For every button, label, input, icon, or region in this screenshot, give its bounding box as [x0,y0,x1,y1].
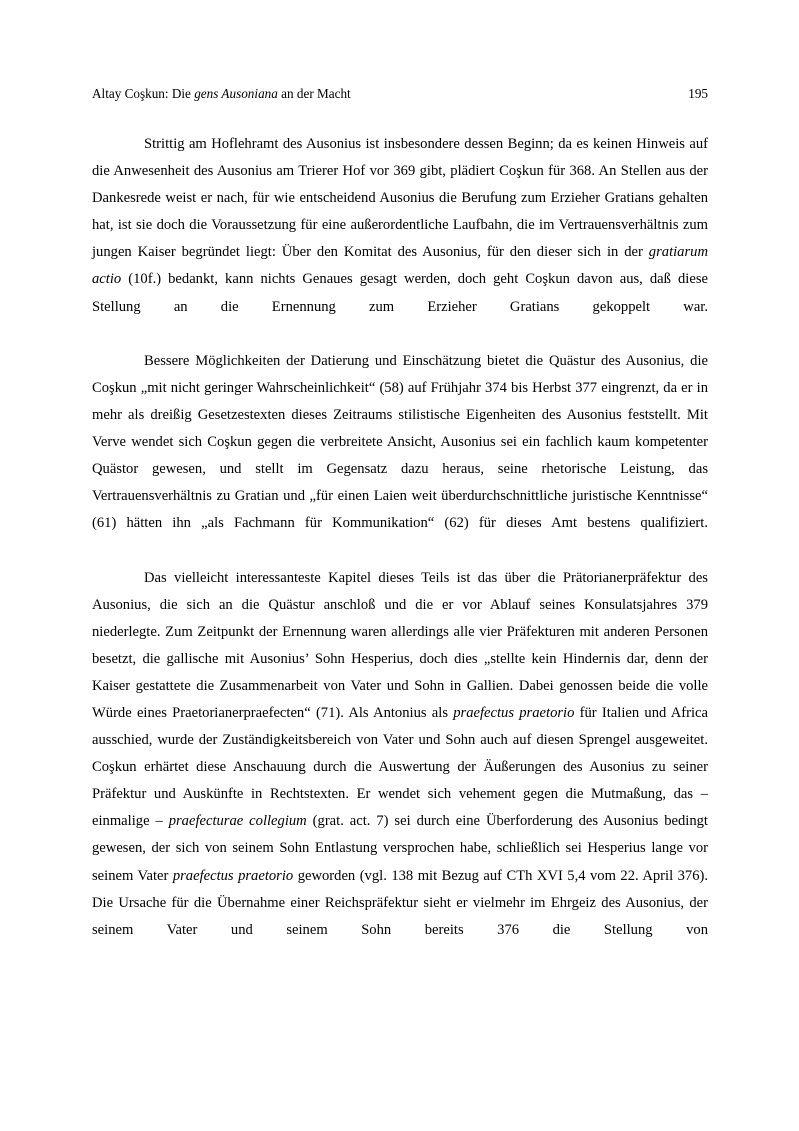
paragraph-hoflehramt [92,131,708,348]
text-run-italic: praefectus praetorio [172,867,294,884]
text-run-roman: (10f.) bedankt, kann nichts Genaues gesagt werden, doch geht Coşkun davon aus, daß diese Stellung an die Ernennung zum Erzieher Gratians gekoppelt war. [92,271,708,315]
running-head-title-suffix: an der Macht [277,86,351,101]
text-run-roman: (grat. act. 7) sei durch eine Überforderung des Ausonius bedingt gewesen, der sich von seinem Sohn Entlastung versprochen habe, schließlich sei Hesperius lange vor seinem Vater [92,813,708,884]
running-head-title-prefix: Altay Coşkun: Die [92,86,195,101]
body-text-column [92,131,708,971]
paragraph-praefektur [92,565,708,971]
page-number: 195 [688,86,708,101]
text-run-roman: Strittig am Hoflehramt des Ausonius ist insbesondere dessen Beginn; da es keinen Hinweis auf die Anwesenheit des Ausonius am Trierer Hof vor 369 gibt, plädiert Coşkun für 368. An Stellen aus der Dankesrede weist er nach, für wie entscheidend Ausonius die Berufung zum Erzieher Gratians gehalten hat, ist sie doch die Voraussetzung für eine außerordentliche Laufbahn, die im Vertrauensverhältnis zum jungen Kaiser begründet liegt: Über den Komitat des Ausonius, für den dieser sich in der [92,136,708,261]
running-head-title [92,84,351,104]
text-run-italic: praefecturae collegium [168,813,307,830]
running-head [92,84,708,104]
running-head-title-italic: gens Ausoniana [194,86,278,101]
text-run-italic: praefectus praetorio [453,704,575,721]
text-run-roman: für Italien und Africa ausschied, wurde der Zuständigkeitsbereich von Vater und Sohn auch auf diesen Sprengel ausgeweitet. Coşkun erhärtet diese Anschauung durch die Auswertung der Äußerungen des Ausonius zu seiner Präfektur und Auskünfte in Rechtstexten. Er wendet sich vehement gegen die Mutmaßung, das – einmalige – [92,704,708,830]
text-run-roman: Bessere Möglichkeiten der Datierung und Einschätzung bietet die Quästur des Ausonius, die Coşkun „mit nicht geringer Wahrscheinlichkeit“ (58) auf Frühjahr 374 bis Herbst 377 eingrenzt, da er in mehr als dreißig Gesetzestexten dieses Zeitraums stilistische Eigenheiten des Ausonius feststellt. Mit Verve wendet sich Coşkun gegen die verbreitete Ansicht, Ausonius sei ein fachlich kaum kompetenter Quästor gewesen, und stellt im Gegensatz dazu heraus, seine rhetorische Leistung, das Vertrauensverhältnis zu Gratian und „für einen Laien weit überdurchschnittliche juristische Kenntnisse“ (61) hätten ihn „als Fachmann für Kommunikation“ (62) für dieses Amt bestens qualifiziert. [92,352,708,532]
text-run-italic: gratiarum actio [92,244,708,288]
text-run-roman: geworden (vgl. 138 mit Bezug auf CTh XVI 5,4 vom 22. April 376). Die Ursache für die Übernahme einer Reichspräfektur sieht er vielmehr im Ehrgeiz des Ausonius, der seinem Vater und seinem Sohn bereits 376 die Stellung von [92,867,709,938]
text-run-roman: Das vielleicht interessanteste Kapitel dieses Teils ist das über die Prätorianerpräfektur des Ausonius, die sich an die Quästur anschloß und die er vor Ablauf seines Konsulatsjahres 379 niederlegte. Zum Zeitpunkt der Ernennung waren allerdings alle vier Präfekturen mit anderen Personen besetzt, die gallische mit Ausonius’ Sohn Hesperius, doch dies „stellte kein Hindernis dar, denn der Kaiser gestattete die Zusammenarbeit von Vater und Sohn in Gallien. Dabei genossen beide die volle Würde eines Praetorianerpraefecten“ (71). Als Antonius als [92,569,708,721]
paragraph-quaestur [92,348,708,565]
